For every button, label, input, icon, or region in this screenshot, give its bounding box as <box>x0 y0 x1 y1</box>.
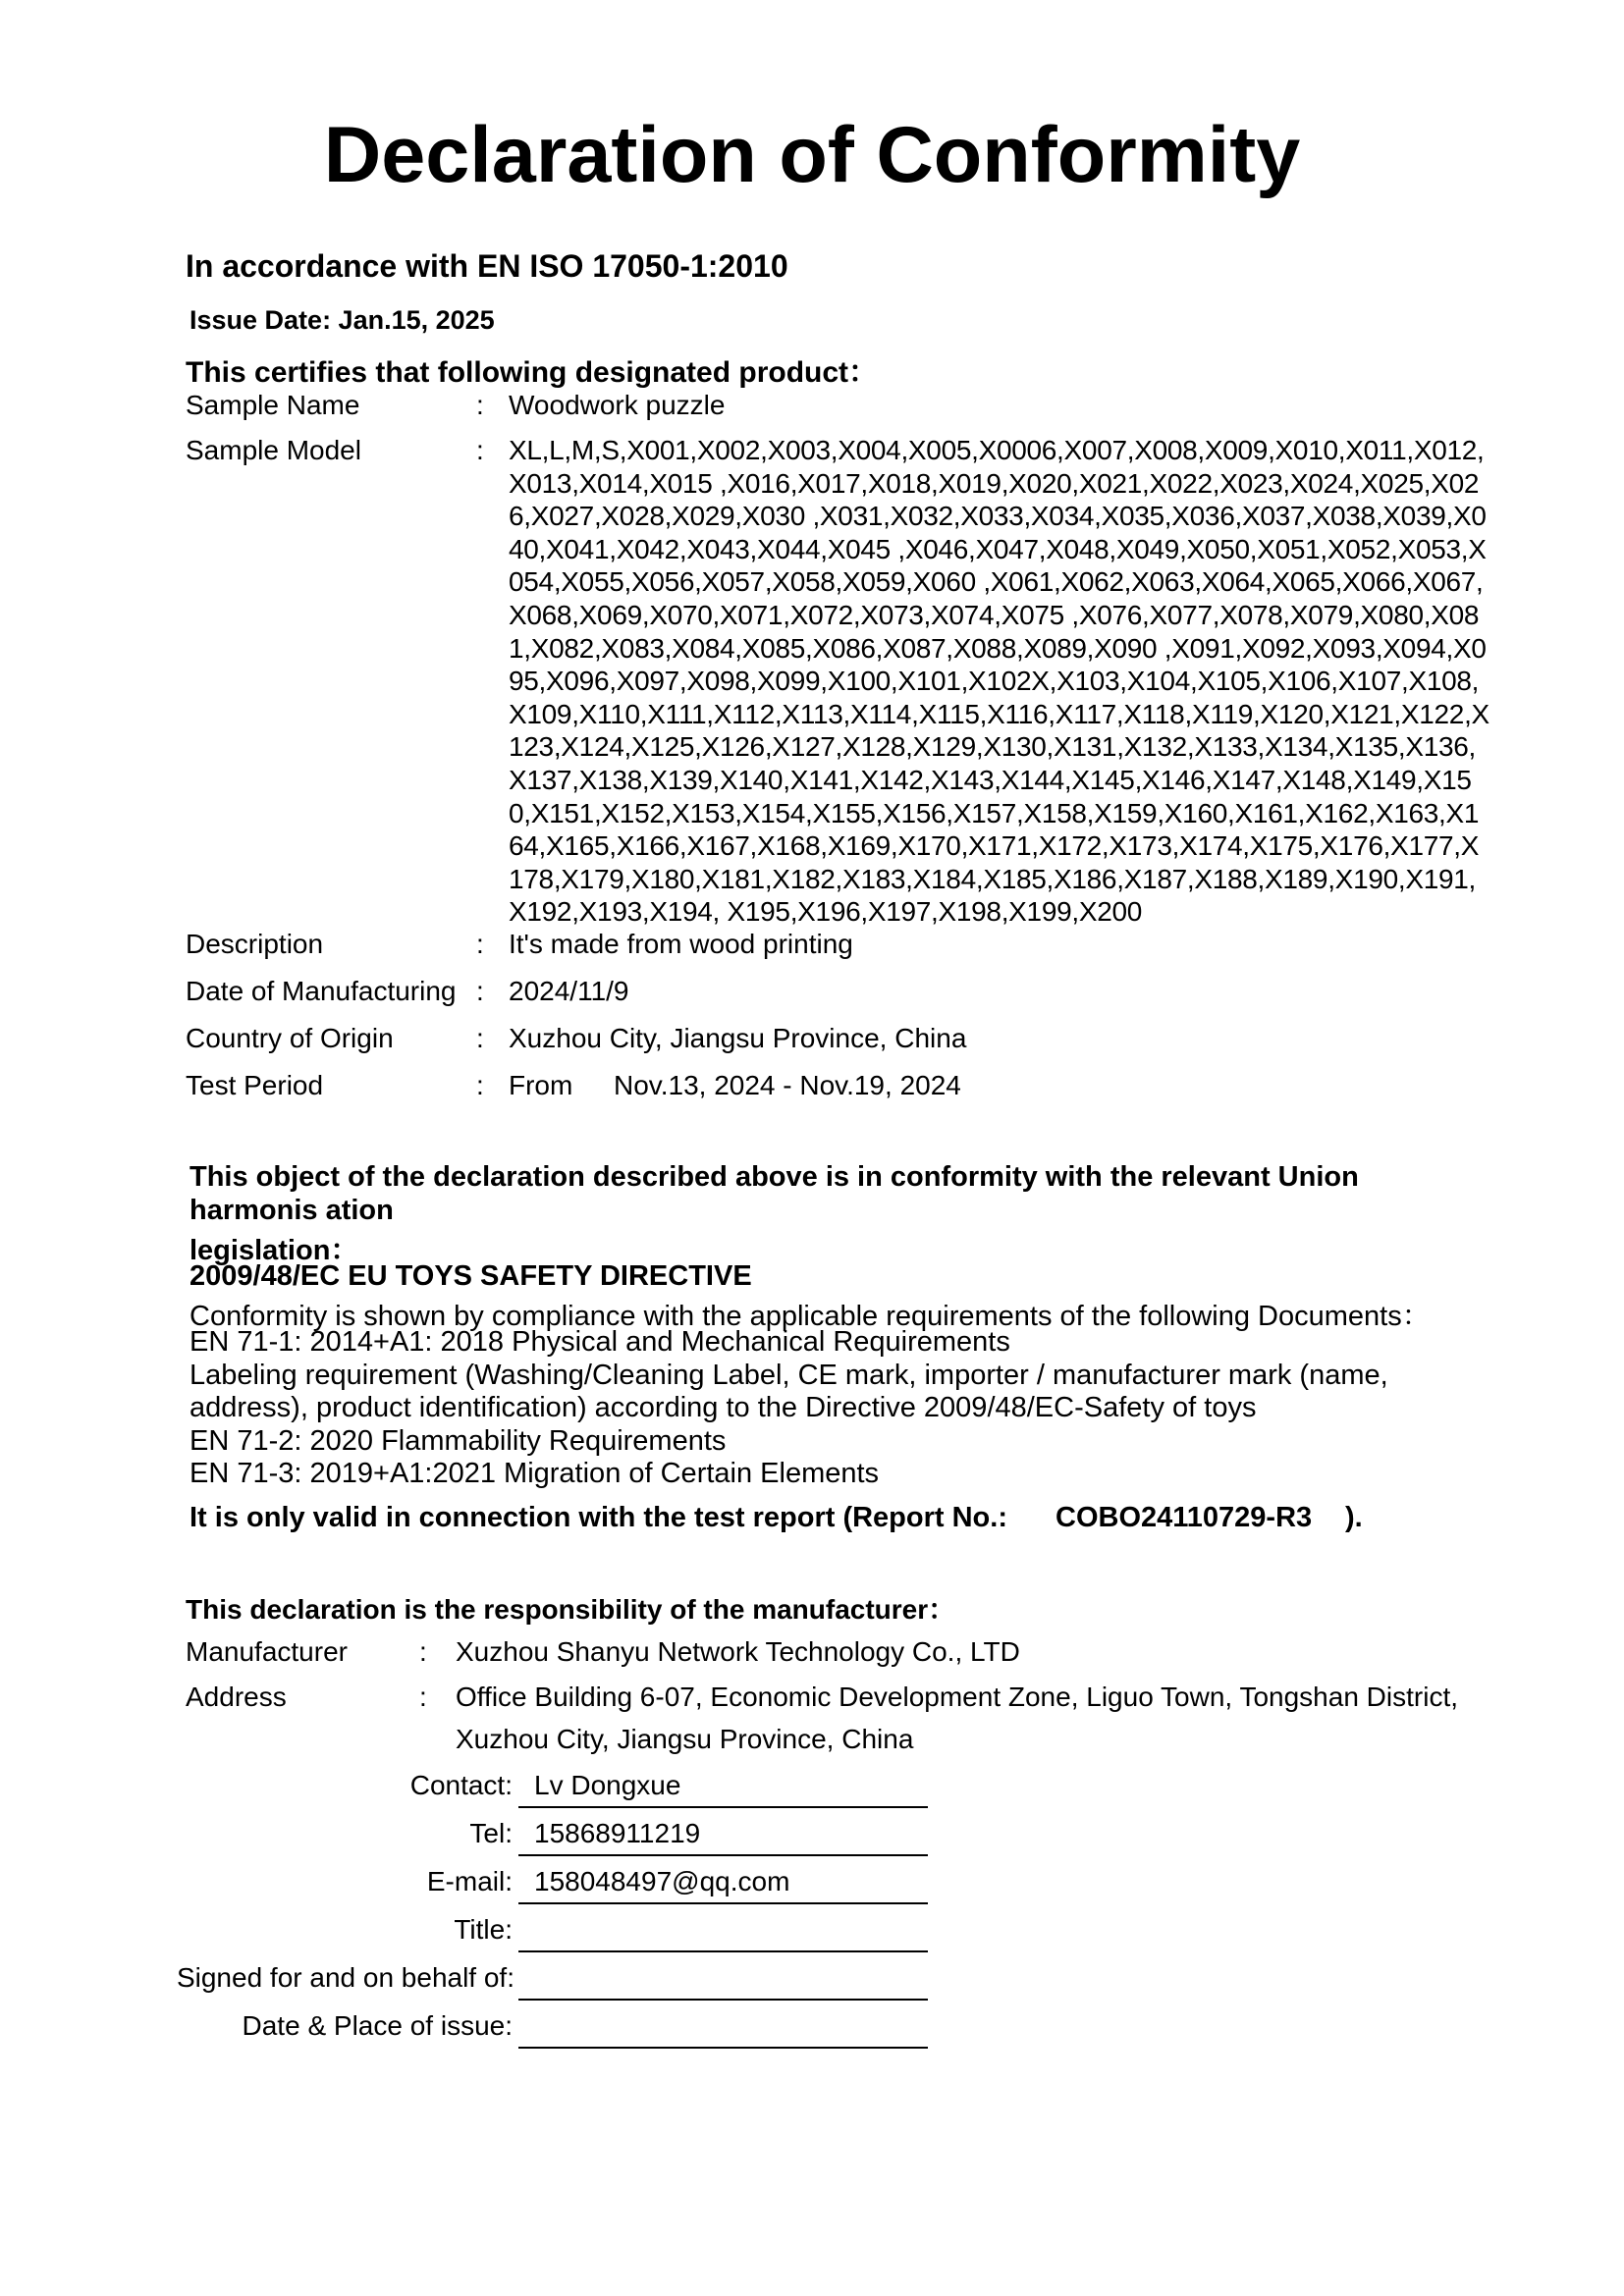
standard-heading: In accordance with EN ISO 17050-1:2010 <box>186 248 788 284</box>
manufacturer-name: Xuzhou Shanyu Network Technology Co., LTD <box>456 1636 1020 1667</box>
title-label: Title: <box>454 1914 513 1945</box>
title-underline <box>518 1950 928 1952</box>
date-of-manufacturing-value: 2024/11/9 <box>509 976 629 1006</box>
country-of-origin-value: Xuzhou City, Jiangsu Province, China <box>509 1023 967 1053</box>
contact-label: Contact: <box>409 1770 513 1800</box>
issue-date: Issue Date: Jan.15, 2025 <box>189 305 495 335</box>
test-period-from: From <box>509 1070 573 1100</box>
test-period-colon: : <box>476 1070 484 1100</box>
address-colon: : <box>419 1682 427 1712</box>
date-place-of-issue-label: Date & Place of issue: <box>242 2010 513 2041</box>
conformity-intro: Conformity is shown by compliance with the applicable requirements of the following Documents： <box>189 1301 1431 1332</box>
conformity-statement-line2: harmonis ation <box>189 1195 394 1226</box>
standard-doc-5: EN 71-3: 2019+A1:2021 Migration of Certain Elements <box>189 1458 880 1489</box>
sample-name-value: Woodwork puzzle <box>509 390 726 420</box>
country-of-origin-colon: : <box>476 1023 484 1053</box>
contact-underline <box>518 1806 928 1808</box>
email-underline <box>518 1902 928 1904</box>
date-of-manufacturing-label: Date of Manufacturing <box>186 976 457 1006</box>
contact-value: Lv Dongxue <box>534 1770 681 1800</box>
standard-doc-4: EN 71-2: 2020 Flammability Requirements <box>189 1425 727 1457</box>
date-of-manufacturing-colon: : <box>476 976 484 1006</box>
email-label: E-mail: <box>426 1866 513 1896</box>
test-period-value: Nov.13, 2024 - Nov.19, 2024 <box>614 1070 961 1100</box>
date-place-of-issue-underline <box>518 2047 928 2049</box>
tel-underline <box>518 1854 928 1856</box>
test-period-label: Test Period <box>186 1070 324 1100</box>
validity-statement: It is only valid in connection with the test report (Report No.: <box>189 1502 1007 1533</box>
standard-doc-2: Labeling requirement (Washing/Cleaning Label, CE mark, importer / manufacturer mark (name, <box>189 1360 1388 1391</box>
address-line2: Xuzhou City, Jiangsu Province, China <box>456 1724 914 1754</box>
manufacturer-label: Manufacturer <box>186 1636 348 1667</box>
standard-doc-1: EN 71-1: 2014+A1: 2018 Physical and Mechanical Requirements <box>189 1326 1010 1358</box>
sample-model-label: Sample Model <box>186 435 361 465</box>
manufacturer-heading: This declaration is the responsibility of the manufacturer： <box>186 1594 956 1625</box>
certifies-heading: This certifies that following designated product： <box>186 356 879 389</box>
tel-value: 15868911219 <box>534 1818 701 1848</box>
standard-doc-3: address), product identification) according to the Directive 2009/48/EC-Safety of toys <box>189 1392 1257 1423</box>
address-line1: Office Building 6-07, Economic Development Zone, Liguo Town, Tongshan District, <box>456 1682 1459 1712</box>
manufacturer-colon: : <box>419 1636 427 1667</box>
sample-name-label: Sample Name <box>186 390 360 420</box>
sample-model-value: XL,L,M,S,X001,X002,X003,X004,X005,X0006,X007,X008,X009,X010,X011,X012,X013,X014,X015 ,X016,X017,X018,X019,X020,X021,X022,X023,X024,X025,X026,X027,X028,X029,X030 ,X031,X032,X033,X034,X035,X036,X037,X038,X039,X040,X041,X042,X043,X044,X045 ,X046,X047,X048,X049,X050,X051,X052,X053,X054,X055,X056,X057,X058,X059,X060 ,X061,X062,X063,X064,X065,X066,X067,X068,X069,X070,X071,X072,X073,X074,X075 ,X076,X077,X078,X079,X080,X081,X082,X083,X084,X085,X086,X087,X088,X089,X090 ,X091,X092,X093,X094,X095,X096,X097,X098,X099,X100,X101,X102X,X103,X104,X105,X106,X107,X108,X109,X110,X111,X112,X113,X114,X115,X116,X117,X118,X119,X120,X121,X122,X123,X124,X125,X126,X127,X128,X129,X130,X131,X132,X133,X134,X135,X136,X137,X138,X139,X140,X141,X142,X143,X144,X145,X146,X147,X148,X149,X150,X151,X152,X153,X154,X155,X156,X157,X158,X159,X160,X161,X162,X163,X164,X165,X166,X167,X168,X169,X170,X171,X172,X173,X174,X175,X176,X177,X178,X179,X180,X181,X182,X183,X184,X185,X186,X187,X188,X189,X190,X191,X192,X193,X194, X195,X196,X197,X198,X199,X200 <box>509 435 1489 928</box>
document-title: Declaration of Conformity <box>323 111 1301 199</box>
description-label: Description <box>186 929 324 959</box>
validity-statement-end: ). <box>1345 1502 1363 1533</box>
conformity-statement-line3: legislation： <box>189 1235 359 1266</box>
signed-on-behalf-label: Signed for and on behalf of: <box>176 1962 514 1993</box>
conformity-statement-line1: This object of the declaration described above is in conformity with the relevant Union <box>189 1161 1359 1193</box>
report-number: COBO24110729-R3 <box>1056 1502 1313 1533</box>
description-colon: : <box>476 929 484 959</box>
sample-name-colon: : <box>476 390 484 420</box>
directive-heading: 2009/48/EC EU TOYS SAFETY DIRECTIVE <box>189 1260 752 1292</box>
tel-label: Tel: <box>469 1818 513 1848</box>
country-of-origin-label: Country of Origin <box>186 1023 394 1053</box>
description-value: It's made from wood printing <box>509 929 853 959</box>
address-label: Address <box>186 1682 287 1712</box>
signed-on-behalf-underline <box>518 1999 928 2001</box>
sample-model-colon: : <box>476 435 484 465</box>
email-value: 158048497@qq.com <box>534 1866 790 1896</box>
